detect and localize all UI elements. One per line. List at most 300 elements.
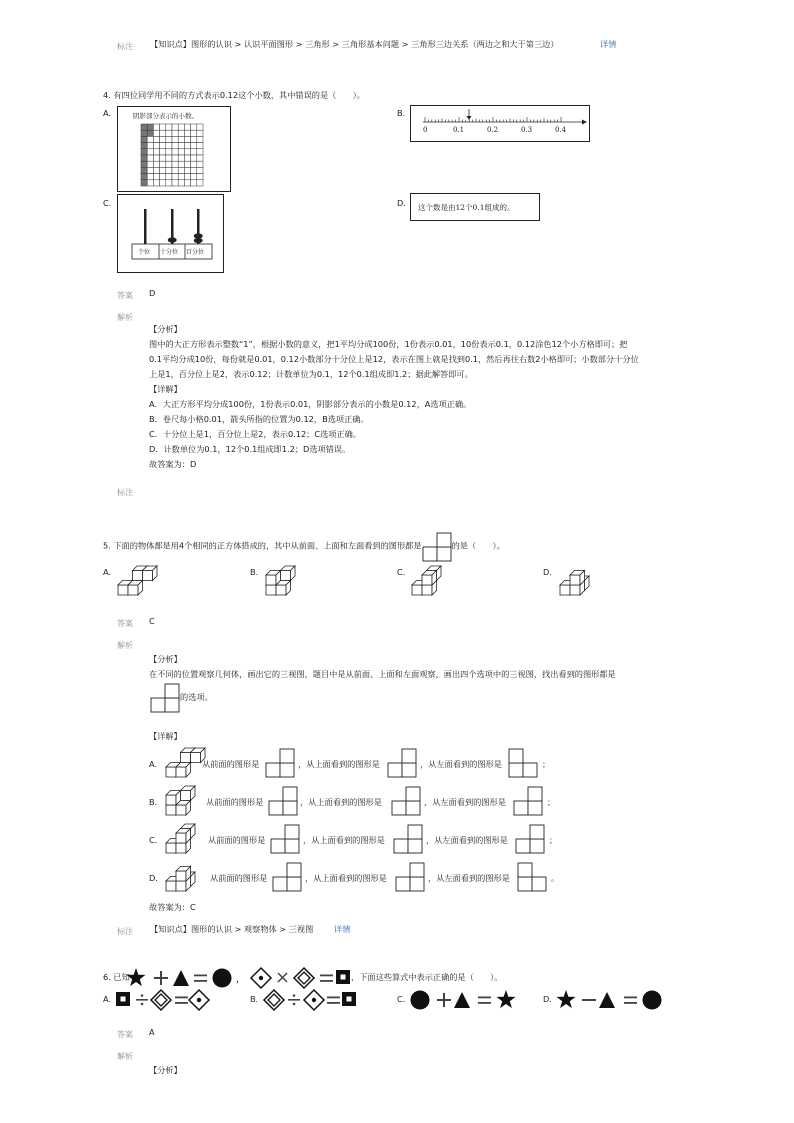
grid-cell	[147, 155, 153, 161]
cube-face	[176, 805, 186, 815]
cube-face	[176, 767, 186, 777]
grid-cell	[153, 143, 159, 149]
left-view-text: ，从左面看到的图形是	[420, 759, 502, 769]
q6-option-b-label: B.	[250, 994, 259, 1004]
details-link[interactable]: 详情	[600, 39, 617, 49]
q6-stem-suffix: ，下面这些算式中表示正确的是（ ）。	[351, 972, 503, 982]
grid-cell	[178, 136, 184, 142]
grid-cell	[191, 124, 197, 130]
cube-face	[176, 833, 186, 843]
cube-stack-b-icon	[162, 781, 207, 821]
analysis-line: 故答案为：D	[149, 459, 197, 469]
triangle-icon	[454, 992, 470, 1008]
triangle-icon	[599, 992, 615, 1008]
q4-option-d-figure	[410, 193, 540, 221]
analysis-head: 【分析】	[149, 654, 182, 664]
grid-cell	[141, 136, 147, 142]
grid-cell	[141, 130, 147, 136]
grid-cell	[184, 149, 190, 155]
cube-stack-d-icon	[162, 857, 207, 897]
grid-cell	[166, 155, 172, 161]
grid-cell	[160, 149, 166, 155]
grid-cell	[147, 124, 153, 130]
grid-cell	[197, 136, 203, 142]
grid-cell	[184, 136, 190, 142]
q6-option-d-label: D.	[543, 994, 552, 1004]
cube-face	[176, 871, 186, 881]
grid-cell	[153, 161, 159, 167]
abacus-tenths-label: 十分位	[160, 249, 179, 256]
view-square	[287, 863, 301, 877]
view-square	[410, 877, 424, 891]
equals-icon	[327, 997, 340, 999]
grid-cell	[172, 155, 178, 161]
grid-cell	[166, 180, 172, 186]
grid-cell	[191, 155, 197, 161]
view-square	[406, 787, 420, 801]
analysis-label: 解析	[117, 641, 133, 650]
minus-icon	[582, 999, 596, 1001]
view-square	[273, 877, 287, 891]
grid-cell	[160, 167, 166, 173]
q6-option-c-label: C.	[397, 994, 406, 1004]
tick-label-0-2: 0.2	[487, 126, 499, 134]
front-view-text: 从前面的图形是	[208, 835, 266, 845]
cube-stack-d-icon	[556, 561, 601, 601]
view-square	[437, 533, 451, 547]
grid-cell	[147, 143, 153, 149]
grid-cell	[184, 130, 190, 136]
view-square	[285, 825, 299, 839]
q5-option-b-label: B.	[250, 567, 259, 577]
left-view-text: ，从左面看到的图形是	[426, 835, 508, 845]
top-view-icon	[387, 748, 421, 780]
abacus-icon	[118, 195, 223, 272]
grid-cell	[172, 174, 178, 180]
view-square	[151, 698, 165, 712]
view-square	[408, 825, 422, 839]
cube-stack-c-icon	[162, 819, 207, 859]
equals-icon	[478, 997, 491, 999]
answer-label: 答案	[117, 1030, 133, 1039]
row-end-punct: ；	[549, 835, 558, 845]
q5-answer: C	[149, 616, 155, 626]
grid-cell	[178, 161, 184, 167]
cube-face	[166, 805, 176, 815]
q6-option-a-expression	[116, 988, 226, 1012]
cube-face	[176, 843, 186, 853]
q6-stem-prefix: 6. 已知	[103, 972, 130, 982]
grid-cell	[141, 124, 147, 130]
analysis-line: 在不同的位置观察几何体，画出它的三视图，题目中是从前面、上面和左面观察，画出四个选项中的三视图，找出看到的图形都是	[149, 669, 616, 679]
q4-option-a-label: A.	[103, 108, 112, 118]
q4-option-b-figure	[410, 105, 590, 142]
q4-option-c-figure	[117, 194, 224, 273]
analysis-line: 的选项。	[180, 692, 213, 702]
cube-face	[143, 571, 153, 581]
top-view-text: ，从上面看到的图形是	[305, 873, 387, 883]
view-square	[523, 763, 537, 777]
view-square	[266, 763, 280, 777]
view-square	[165, 684, 179, 698]
grid-cell	[166, 130, 172, 136]
equals-icon	[175, 997, 188, 999]
q4-answer: D	[149, 288, 156, 298]
analysis-label: 解析	[117, 313, 133, 322]
grid-cell	[147, 136, 153, 142]
front-view-icon	[272, 862, 306, 894]
analysis-label: 解析	[117, 1052, 133, 1061]
cube-face	[570, 585, 580, 595]
grid-cell	[172, 149, 178, 155]
knowledge-point-path: 【知识点】图形的认识 > 认识平面图形 > 三角形 > 三角形基本问题 > 三角形三边关系（两边之和大于第三边）	[150, 39, 559, 49]
grid-cell	[153, 130, 159, 136]
left-view-icon	[513, 786, 547, 818]
grid-cell	[141, 174, 147, 180]
cube-face	[118, 585, 128, 595]
view-square	[423, 547, 437, 561]
cube-face	[181, 753, 191, 763]
analysis-line: C．十分位上是1，百分位上是2，表示0.12；C选项正确。	[149, 429, 362, 439]
cube-face	[166, 881, 176, 891]
grid-cell	[153, 149, 159, 155]
knowledge-point-path: 【知识点】图形的认识 > 观察物体 > 三视图	[150, 924, 314, 934]
grid-cell	[141, 180, 147, 186]
detail-row-label: A．	[149, 759, 163, 769]
top-view-icon	[391, 786, 425, 818]
grid-cell	[172, 180, 178, 186]
grid-cell	[153, 124, 159, 130]
grid-cell	[178, 155, 184, 161]
cube-face	[166, 795, 176, 805]
grid-cell	[191, 136, 197, 142]
note-label: 标注	[117, 488, 133, 497]
view-square	[394, 839, 408, 853]
equals-icon	[194, 975, 207, 977]
analysis-line: B．卷尺每小格0.01，箭头所指的位置为0.12，B选项正确。	[149, 414, 369, 424]
view-square	[280, 763, 294, 777]
cube-face	[281, 571, 291, 581]
cube-face	[412, 585, 422, 595]
grid-cell	[141, 149, 147, 155]
grid-cell	[191, 180, 197, 186]
view-square	[509, 763, 523, 777]
analysis-line: 0.1平均分成10份，每份就是0.01，0.12小数部分十分位上是12，表示在图上就是找到0.1，然后再往右数2小格即可；小数部分十分位	[149, 354, 639, 364]
q4-option-c-label: C.	[103, 198, 112, 208]
q4-stem: 4. 有四位同学用不同的方式表示0.12这个小数，其中错误的是（ ）。	[103, 90, 365, 100]
cube-face	[166, 767, 176, 777]
view-square	[518, 863, 532, 877]
view-square	[392, 801, 406, 815]
view-square	[165, 698, 179, 712]
view-square	[528, 787, 542, 801]
equals-icon	[624, 997, 637, 999]
row-end-punct: 。	[551, 873, 560, 883]
q6-answer: A	[149, 1027, 155, 1037]
front-view-text: 从前面的图形是	[210, 873, 268, 883]
tick-label-0-3: 0.3	[521, 126, 533, 134]
grid-cell	[191, 174, 197, 180]
grid-cell	[172, 136, 178, 142]
grid-cell	[172, 130, 178, 136]
grid-cell	[197, 130, 203, 136]
grid-cell	[172, 167, 178, 173]
left-view-text: ，从左面看到的图形是	[424, 797, 506, 807]
top-view-text: ，从上面看到的图形是	[298, 759, 380, 769]
analysis-line: 【详解】	[149, 384, 182, 394]
grid-cell	[184, 180, 190, 186]
detail-row-label: B．	[149, 797, 163, 807]
view-square	[516, 839, 530, 853]
analysis-line: A．大正方形平均分成100份，1份表示0.01，阴影部分表示的小数是0.12，A选项正确。	[149, 399, 472, 409]
grid-cell	[153, 136, 159, 142]
grid-cell	[197, 149, 203, 155]
grid-cell	[178, 174, 184, 180]
number-line	[411, 106, 589, 141]
front-view-icon	[265, 748, 299, 780]
view-square	[269, 801, 283, 815]
detail-row-label: D．	[149, 873, 164, 883]
left-view-icon	[508, 748, 542, 780]
row-end-punct: ；	[542, 759, 551, 769]
grid-cell	[153, 174, 159, 180]
grid-cell	[197, 155, 203, 161]
star-icon	[496, 990, 515, 1008]
view-square	[530, 825, 544, 839]
left-view-icon	[515, 824, 549, 856]
grid-cell	[160, 124, 166, 130]
grid-cell	[178, 124, 184, 130]
view-square	[271, 839, 285, 853]
cube-stack-a-icon	[114, 561, 159, 601]
cube-face	[422, 575, 432, 585]
grid-cell	[160, 143, 166, 149]
view-square	[528, 801, 542, 815]
cube-face	[191, 753, 201, 763]
abacus-hundredths-label: 百分位	[186, 249, 205, 256]
cube-face	[181, 791, 191, 801]
triangle-icon	[173, 970, 189, 986]
q6-option-a-label: A.	[103, 994, 112, 1004]
q6-option-b-expression	[264, 988, 374, 1012]
cube-face	[276, 585, 286, 595]
view-square	[514, 801, 528, 815]
divide-icon	[136, 999, 148, 1001]
star-icon	[126, 968, 145, 986]
grid-cell	[191, 161, 197, 167]
grid-cell	[147, 180, 153, 186]
cube-face	[570, 575, 580, 585]
abacus-ones-label: 个位	[138, 249, 151, 256]
grid-cell	[160, 136, 166, 142]
view-square	[518, 877, 532, 891]
cube-face	[266, 585, 276, 595]
grid-cell	[153, 167, 159, 173]
grid-cell	[166, 149, 172, 155]
grid-cell	[166, 143, 172, 149]
grid-cell	[166, 174, 172, 180]
top-view-text: ，从上面看到的图形是	[300, 797, 382, 807]
tick-label-0-4: 0.4	[555, 126, 567, 134]
view-square	[406, 801, 420, 815]
note-label: 标注	[117, 927, 133, 936]
view-square	[532, 877, 546, 891]
cube-face	[166, 843, 176, 853]
q5-option-d-label: D.	[543, 567, 552, 577]
q5-stem-after: 的是（ ）。	[451, 540, 505, 551]
grid-cell	[178, 130, 184, 136]
grid-cell	[184, 155, 190, 161]
view-square	[283, 787, 297, 801]
grid-cell	[166, 124, 172, 130]
detail-head: 【详解】	[149, 731, 182, 741]
grid-cell	[147, 130, 153, 136]
view-square	[283, 801, 297, 815]
q4-analysis	[149, 322, 639, 472]
grid-cell	[191, 167, 197, 173]
view-square	[402, 749, 416, 763]
grid-cell	[141, 167, 147, 173]
q4-option-a-figure	[117, 106, 231, 192]
grid-cell	[178, 180, 184, 186]
view-square	[287, 877, 301, 891]
grid-cell	[160, 130, 166, 136]
grid-cell	[141, 143, 147, 149]
cube-stack-a-icon	[162, 743, 207, 783]
grid-cell	[166, 136, 172, 142]
view-square	[402, 763, 416, 777]
grid-cell	[160, 161, 166, 167]
analysis-line: 【分析】	[149, 324, 182, 334]
grid-cell	[172, 124, 178, 130]
q4-option-d-label: D.	[397, 198, 406, 208]
grid-cell	[184, 167, 190, 173]
front-view-icon	[268, 786, 302, 818]
grid-cell	[178, 167, 184, 173]
details-link[interactable]: 详情	[334, 924, 351, 934]
hundred-square-grid	[141, 124, 213, 186]
l-shape-view-icon	[150, 683, 180, 713]
cube-stack-b-icon	[262, 561, 307, 601]
grid-cell	[197, 167, 203, 173]
grid-cell	[197, 161, 203, 167]
analysis-line: 上是1，百分位上是2，表示0.12；计数单位为0.1，12个0.1组成即1.2；据此解答即可。	[149, 369, 473, 379]
cube-face	[422, 585, 432, 595]
cube-face	[128, 585, 138, 595]
analysis-head: 【分析】	[149, 1065, 182, 1075]
cube-face	[176, 881, 186, 891]
grid-cell	[178, 149, 184, 155]
grid-cell	[184, 174, 190, 180]
q6-option-c-expression	[410, 988, 530, 1012]
row-end-punct: ；	[547, 797, 556, 807]
star-icon	[556, 990, 575, 1008]
left-view-icon	[517, 862, 551, 894]
grid-cell	[184, 161, 190, 167]
q5-conclusion: 故答案为：C	[149, 902, 196, 912]
front-view-text: 从前面的图形是	[202, 759, 260, 769]
tick-label-0: 0	[423, 126, 428, 134]
view-square	[509, 749, 523, 763]
front-view-icon	[270, 824, 304, 856]
grid-cell	[191, 143, 197, 149]
view-square	[437, 547, 451, 561]
grid-cell	[147, 167, 153, 173]
analysis-line: 图中的大正方形表示整数“1”，根据小数的意义，把1平均分成100份，1份表示0.01，10份表示0.1，0.12涂色12个小方格即可；把	[149, 339, 628, 349]
circle-icon	[411, 991, 430, 1010]
top-view-icon	[395, 862, 429, 894]
tick-label-0-1: 0.1	[453, 126, 465, 134]
top-view-icon	[393, 824, 427, 856]
grid-cell	[160, 180, 166, 186]
svg-text:，: ，	[236, 975, 246, 985]
q4-option-d-text: 这个数是由12个0.1组成的。	[418, 203, 515, 212]
grid-cell	[153, 180, 159, 186]
q6-given-equations	[126, 966, 376, 990]
circle-icon	[643, 991, 662, 1010]
cube-face	[133, 571, 143, 581]
view-square	[388, 763, 402, 777]
grid-cell	[160, 174, 166, 180]
grid-cell	[178, 143, 184, 149]
grid-cell	[197, 174, 203, 180]
cube-face	[266, 575, 276, 585]
divide-icon	[288, 999, 300, 1001]
view-square	[285, 839, 299, 853]
detail-row-label: C．	[149, 835, 163, 845]
grid-cell	[191, 130, 197, 136]
q5-option-a-label: A.	[103, 567, 112, 577]
cube-face	[560, 585, 570, 595]
grid-cell	[166, 167, 172, 173]
grid-cell	[147, 161, 153, 167]
grid-cell	[153, 155, 159, 161]
grid-cell	[184, 124, 190, 130]
view-square	[410, 863, 424, 877]
q5-stem-before: 5. 下面的物体都是用4个相同的正方体搭成的，其中从前面、上面和左面看到的图形都是	[103, 540, 422, 551]
q4-option-b-label: B.	[397, 108, 406, 118]
grid-cell	[147, 149, 153, 155]
answer-label: 答案	[117, 619, 133, 628]
grid-cell	[172, 143, 178, 149]
grid-cell	[184, 143, 190, 149]
view-square	[396, 877, 410, 891]
grid-cell	[197, 143, 203, 149]
cube-stack-c-icon	[408, 561, 453, 601]
circle-icon	[213, 969, 232, 988]
q5-option-c-label: C.	[397, 567, 406, 577]
grid-cell	[172, 161, 178, 167]
grid-cell	[166, 161, 172, 167]
grid-cell	[141, 155, 147, 161]
view-square	[280, 749, 294, 763]
grid-cell	[197, 124, 203, 130]
front-view-text: 从前面的图形是	[206, 797, 264, 807]
grid-cell	[141, 161, 147, 167]
grid-cell	[147, 174, 153, 180]
note-label: 标注	[117, 42, 133, 51]
equals-icon	[320, 975, 333, 977]
grid-cell	[160, 155, 166, 161]
grid-cell	[191, 149, 197, 155]
l-shape-view-icon	[422, 532, 452, 562]
grid-cell	[197, 180, 203, 186]
left-view-text: ，从左面看到的图形是	[428, 873, 510, 883]
view-square	[530, 839, 544, 853]
top-view-text: ，从上面看到的图形是	[303, 835, 385, 845]
q6-option-d-expression	[556, 988, 676, 1012]
q5-stem	[103, 538, 505, 554]
